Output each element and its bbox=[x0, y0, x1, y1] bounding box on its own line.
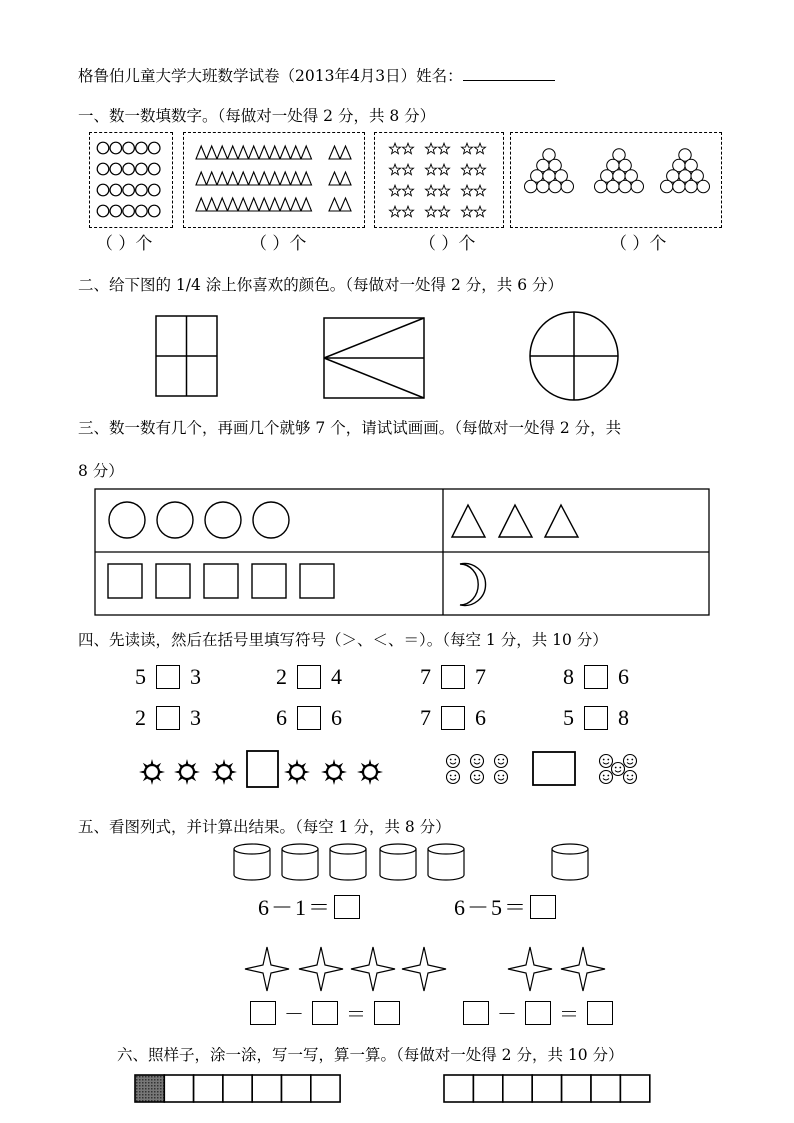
equation-3-box-b[interactable] bbox=[312, 1001, 338, 1025]
rectangle-fan-quarters[interactable] bbox=[324, 318, 424, 398]
face-eye bbox=[478, 775, 480, 777]
star-grid bbox=[375, 133, 503, 227]
compare-left: 8 bbox=[563, 664, 574, 689]
smiley-face-icon bbox=[495, 755, 508, 768]
four-circles bbox=[109, 502, 289, 538]
equation-4-answer[interactable] bbox=[587, 1001, 613, 1025]
coloring-cell[interactable] bbox=[591, 1075, 620, 1102]
face-eye bbox=[631, 759, 633, 761]
compare-right: 3 bbox=[190, 664, 201, 689]
triangle-icon bbox=[228, 146, 239, 159]
compare-row-1 bbox=[135, 664, 201, 690]
face-compare-box[interactable] bbox=[533, 752, 575, 785]
circle-icon bbox=[148, 184, 160, 196]
coloring-strip-example[interactable] bbox=[135, 1075, 340, 1102]
equation-2-text: 6－5＝ bbox=[454, 895, 529, 920]
star-icon bbox=[402, 143, 413, 153]
star-icon bbox=[402, 185, 413, 195]
ball-pyramids bbox=[511, 133, 721, 227]
face-eye bbox=[502, 759, 504, 761]
equation-1 bbox=[258, 891, 360, 922]
triangle-icon bbox=[228, 172, 239, 185]
triangle-icon bbox=[291, 146, 302, 159]
face-eye bbox=[603, 759, 605, 761]
face-eye bbox=[478, 759, 480, 761]
sun-group-left bbox=[139, 759, 237, 785]
triangle-icon bbox=[291, 198, 302, 211]
coloring-cell[interactable] bbox=[562, 1075, 591, 1102]
face-eye bbox=[619, 767, 621, 769]
smiley-face-icon bbox=[471, 771, 484, 784]
section-3-title-line1: 三、数一数有几个，再画几个就够 7 个，请试试画画。（每做对一处得 2 分，共 bbox=[78, 419, 622, 437]
face-eye bbox=[607, 759, 609, 761]
compare-left: 5 bbox=[563, 705, 574, 730]
star-icon bbox=[425, 206, 436, 216]
four-point-star-icon bbox=[561, 947, 605, 991]
star-icon bbox=[461, 143, 472, 153]
fraction-shapes bbox=[150, 310, 630, 402]
star-icon bbox=[389, 206, 400, 216]
compare-box[interactable] bbox=[584, 665, 608, 689]
four-point-star-icon bbox=[508, 947, 552, 991]
coloring-cell[interactable] bbox=[252, 1075, 281, 1102]
triangle-icon bbox=[238, 172, 249, 185]
ball-icon bbox=[685, 180, 697, 192]
coloring-strip-task[interactable] bbox=[444, 1075, 650, 1102]
compare-row-1 bbox=[420, 664, 486, 690]
star-icon bbox=[389, 164, 400, 174]
face-eye bbox=[502, 775, 504, 777]
star-icon bbox=[438, 164, 449, 174]
sun-icon bbox=[327, 765, 341, 779]
four-point-star-group bbox=[245, 947, 605, 991]
face-eye bbox=[450, 759, 452, 761]
star-icon bbox=[461, 164, 472, 174]
equation-2-answer[interactable] bbox=[530, 895, 556, 919]
circle-icon bbox=[136, 184, 148, 196]
star-icon bbox=[461, 206, 472, 216]
star-icon bbox=[474, 206, 485, 216]
circle-icon bbox=[123, 163, 135, 175]
ball-icon bbox=[697, 180, 709, 192]
coloring-cell[interactable] bbox=[194, 1075, 223, 1102]
section-6-title: 六、照样子，涂一涂，写一写，算一算。（每做对一处得 2 分，共 10 分） bbox=[117, 1046, 624, 1064]
star-icon bbox=[402, 206, 413, 216]
sun-icon bbox=[180, 765, 194, 779]
ball-icon bbox=[595, 180, 607, 192]
pyramids-box bbox=[510, 132, 722, 228]
cylinders-row bbox=[228, 843, 598, 885]
smiley-face-icon bbox=[471, 755, 484, 768]
minus-sign: － bbox=[284, 1004, 304, 1026]
face-eye bbox=[627, 759, 629, 761]
sun-icon bbox=[363, 765, 377, 779]
equation-4 bbox=[463, 998, 613, 1027]
smiley-face-icon bbox=[447, 755, 460, 768]
cylinder-group bbox=[234, 844, 588, 880]
circle-icon bbox=[110, 205, 122, 217]
four-point-star-icon bbox=[351, 947, 395, 991]
triangle-icon bbox=[301, 146, 312, 159]
four-point-star-icon bbox=[299, 947, 343, 991]
sun-icon bbox=[145, 765, 159, 779]
triangle-icon bbox=[340, 172, 351, 185]
circle-icon bbox=[110, 142, 122, 154]
compare-row-1 bbox=[563, 664, 629, 690]
circle-icon bbox=[110, 184, 122, 196]
moon-icon bbox=[460, 564, 486, 606]
triangle-icon bbox=[217, 146, 228, 159]
circle-icon bbox=[97, 142, 109, 154]
triangle-icon bbox=[259, 172, 270, 185]
triangle-icon bbox=[259, 146, 270, 159]
shaded-cell[interactable] bbox=[135, 1075, 164, 1102]
triangle-icon bbox=[207, 198, 218, 211]
ball-icon bbox=[561, 180, 573, 192]
star-icon bbox=[438, 206, 449, 216]
draw-to-seven-table bbox=[94, 488, 712, 618]
compare-right: 8 bbox=[618, 705, 629, 730]
cylinder-top bbox=[552, 844, 588, 854]
face-eye bbox=[631, 775, 633, 777]
coloring-cell[interactable] bbox=[223, 1075, 252, 1102]
compare-box[interactable] bbox=[441, 665, 465, 689]
compare-row-2 bbox=[420, 705, 486, 731]
equation-2 bbox=[454, 891, 556, 922]
cylinder-top bbox=[380, 844, 416, 854]
smiley-face-icon bbox=[600, 771, 613, 784]
equation-3-box-a[interactable] bbox=[250, 1001, 276, 1025]
star-icon bbox=[389, 185, 400, 195]
face-group-right bbox=[600, 755, 637, 784]
ball-icon bbox=[661, 180, 673, 192]
circle-icon bbox=[123, 184, 135, 196]
circle-icon bbox=[123, 205, 135, 217]
equation-4-box-a[interactable] bbox=[463, 1001, 489, 1025]
compare-right: 6 bbox=[331, 705, 342, 730]
triangle-icon bbox=[329, 146, 340, 159]
circle-icon bbox=[97, 163, 109, 175]
triangle-icon bbox=[270, 146, 281, 159]
circle-icon bbox=[97, 205, 109, 217]
triangle-icon bbox=[329, 172, 340, 185]
equation-3 bbox=[250, 998, 400, 1027]
compare-row-2 bbox=[563, 705, 629, 731]
coloring-cell[interactable] bbox=[620, 1075, 649, 1102]
smiley-face-icon bbox=[495, 771, 508, 784]
face-eye bbox=[498, 759, 500, 761]
triangle-icon bbox=[301, 172, 312, 185]
cylinder-top bbox=[428, 844, 464, 854]
count-answer-4[interactable]: （ ）个 bbox=[610, 234, 667, 254]
compare-right: 7 bbox=[475, 664, 486, 689]
triangle-icon bbox=[280, 172, 291, 185]
triangle-icon bbox=[217, 198, 228, 211]
coloring-strips bbox=[133, 1073, 653, 1105]
triangle-icon bbox=[340, 146, 351, 159]
star-icon bbox=[474, 185, 485, 195]
triangle-icon bbox=[249, 172, 260, 185]
star-icon bbox=[474, 143, 485, 153]
triangle-icon bbox=[238, 146, 249, 159]
sun-compare-box[interactable] bbox=[247, 751, 278, 787]
circle-icon bbox=[110, 163, 122, 175]
triangle-icon bbox=[280, 146, 291, 159]
coloring-cell[interactable] bbox=[164, 1075, 193, 1102]
triangle-icon bbox=[207, 172, 218, 185]
face-eye bbox=[615, 767, 617, 769]
circle-quarters[interactable] bbox=[530, 312, 618, 400]
five-squares bbox=[108, 564, 334, 598]
count-answer-2[interactable]: （ ）个 bbox=[250, 234, 307, 254]
equals-sign: ＝ bbox=[559, 1004, 579, 1026]
triangle-icon bbox=[280, 198, 291, 211]
equals-sign: ＝ bbox=[346, 1004, 366, 1026]
face-eye bbox=[474, 759, 476, 761]
ball-icon bbox=[549, 180, 561, 192]
triangle-icon bbox=[291, 172, 302, 185]
cylinder-top bbox=[282, 844, 318, 854]
triangle-icon bbox=[249, 198, 260, 211]
triangle-icon bbox=[340, 198, 351, 211]
ball-icon bbox=[631, 180, 643, 192]
face-eye bbox=[607, 775, 609, 777]
triangles-box bbox=[183, 132, 365, 228]
compare-box[interactable] bbox=[156, 665, 180, 689]
triangle-icon bbox=[301, 198, 312, 211]
sun-icon bbox=[290, 765, 304, 779]
equation-1-text: 6－1＝ bbox=[258, 895, 333, 920]
circle-icon bbox=[148, 163, 160, 175]
triangle-icon bbox=[270, 172, 281, 185]
section-4-title: 四、先读读，然后在括号里填写符号（＞、＜、＝）。（每空 1 分，共 10 分） bbox=[78, 631, 608, 649]
sun-icon bbox=[217, 765, 231, 779]
sun-group-right bbox=[284, 759, 383, 785]
name-blank[interactable] bbox=[463, 66, 555, 81]
triangle-icon bbox=[270, 198, 281, 211]
four-point-stars-row bbox=[240, 945, 610, 993]
rectangle-quarters[interactable] bbox=[156, 316, 217, 396]
section-1-title: 一、数一数填数字。（每做对一处得 2 分，共 8 分） bbox=[78, 107, 436, 125]
compare-left: 7 bbox=[420, 664, 431, 689]
equation-4-box-b[interactable] bbox=[525, 1001, 551, 1025]
ball-icon bbox=[673, 180, 685, 192]
triangle-rows bbox=[184, 133, 364, 227]
smiley-face-icon bbox=[612, 763, 625, 776]
triangle-icon bbox=[217, 172, 228, 185]
compare-left: 6 bbox=[276, 705, 287, 730]
count-answer-1[interactable]: （ ）个 bbox=[96, 234, 153, 254]
face-eye bbox=[498, 775, 500, 777]
compare-left: 2 bbox=[276, 664, 287, 689]
minus-sign: － bbox=[497, 1004, 517, 1026]
triangle-icon bbox=[238, 198, 249, 211]
face-eye bbox=[474, 775, 476, 777]
circle-icon bbox=[136, 142, 148, 154]
exam-title: 格鲁伯儿童大学大班数学试卷（2013年4月3日）姓名： bbox=[78, 67, 463, 85]
cylinder-top bbox=[330, 844, 366, 854]
equation-1-answer[interactable] bbox=[334, 895, 360, 919]
four-point-star-icon bbox=[402, 947, 446, 991]
compare-row-1 bbox=[276, 664, 342, 690]
circle-icon bbox=[148, 205, 160, 217]
circle-icon bbox=[123, 142, 135, 154]
face-eye bbox=[603, 775, 605, 777]
circle-icon bbox=[136, 163, 148, 175]
compare-box[interactable] bbox=[297, 665, 321, 689]
circle-icon bbox=[136, 205, 148, 217]
stars-box bbox=[374, 132, 504, 228]
triangle-icon bbox=[196, 172, 207, 185]
star-icon bbox=[425, 185, 436, 195]
star-icon bbox=[425, 164, 436, 174]
coloring-cell[interactable] bbox=[444, 1075, 473, 1102]
circle-icon bbox=[148, 142, 160, 154]
compare-right: 3 bbox=[190, 705, 201, 730]
triangle-icon bbox=[196, 146, 207, 159]
coloring-cell[interactable] bbox=[311, 1075, 340, 1102]
cylinder-top bbox=[234, 844, 270, 854]
star-icon bbox=[425, 143, 436, 153]
triangle-icon bbox=[207, 146, 218, 159]
count-answer-3[interactable]: （ ）个 bbox=[419, 234, 476, 254]
compare-left: 5 bbox=[135, 664, 146, 689]
section-3-title-line2: 8 分） bbox=[78, 462, 124, 480]
ball-icon bbox=[619, 180, 631, 192]
star-icon bbox=[389, 143, 400, 153]
smiley-face-icon bbox=[447, 771, 460, 784]
star-icon bbox=[402, 164, 413, 174]
face-eye bbox=[454, 775, 456, 777]
star-icon bbox=[461, 185, 472, 195]
triangle-icon bbox=[249, 146, 260, 159]
circles-box bbox=[89, 132, 173, 228]
triangle-icon bbox=[259, 198, 270, 211]
coloring-cell[interactable] bbox=[473, 1075, 502, 1102]
smiley-face-icon bbox=[600, 755, 613, 768]
compare-box[interactable] bbox=[441, 706, 465, 730]
smiley-face-icon bbox=[624, 771, 637, 784]
face-eye bbox=[450, 775, 452, 777]
smiley-face-icon bbox=[624, 755, 637, 768]
face-eye bbox=[454, 759, 456, 761]
compare-box[interactable] bbox=[584, 706, 608, 730]
compare-row-2 bbox=[276, 705, 342, 731]
face-group-left bbox=[447, 755, 508, 784]
compare-right: 6 bbox=[618, 664, 629, 689]
compare-left: 2 bbox=[135, 705, 146, 730]
circle-icon bbox=[97, 184, 109, 196]
exam-header bbox=[78, 64, 555, 86]
star-icon bbox=[474, 164, 485, 174]
star-icon bbox=[438, 143, 449, 153]
equation-3-answer[interactable] bbox=[374, 1001, 400, 1025]
ball-icon bbox=[607, 180, 619, 192]
coloring-cell[interactable] bbox=[503, 1075, 532, 1102]
star-icon bbox=[438, 185, 449, 195]
picture-compare-row bbox=[132, 748, 662, 792]
face-eye bbox=[627, 775, 629, 777]
four-point-star-icon bbox=[245, 947, 289, 991]
compare-left: 7 bbox=[420, 705, 431, 730]
triangle-icon bbox=[329, 198, 340, 211]
coloring-cell[interactable] bbox=[282, 1075, 311, 1102]
triangle-icon bbox=[228, 198, 239, 211]
circle-grid bbox=[90, 133, 172, 227]
ball-icon bbox=[525, 180, 537, 192]
coloring-cell[interactable] bbox=[532, 1075, 561, 1102]
three-triangles bbox=[452, 505, 578, 537]
compare-row-2 bbox=[135, 705, 201, 731]
triangle-icon bbox=[196, 198, 207, 211]
section-2-title: 二、给下图的 1/4 涂上你喜欢的颜色。（每做对一处得 2 分，共 6 分） bbox=[78, 276, 563, 294]
compare-box[interactable] bbox=[156, 706, 180, 730]
compare-right: 4 bbox=[331, 664, 342, 689]
compare-box[interactable] bbox=[297, 706, 321, 730]
section-5-title: 五、看图列式，并计算出结果。（每空 1 分，共 8 分） bbox=[78, 818, 451, 836]
ball-icon bbox=[537, 180, 549, 192]
compare-right: 6 bbox=[475, 705, 486, 730]
